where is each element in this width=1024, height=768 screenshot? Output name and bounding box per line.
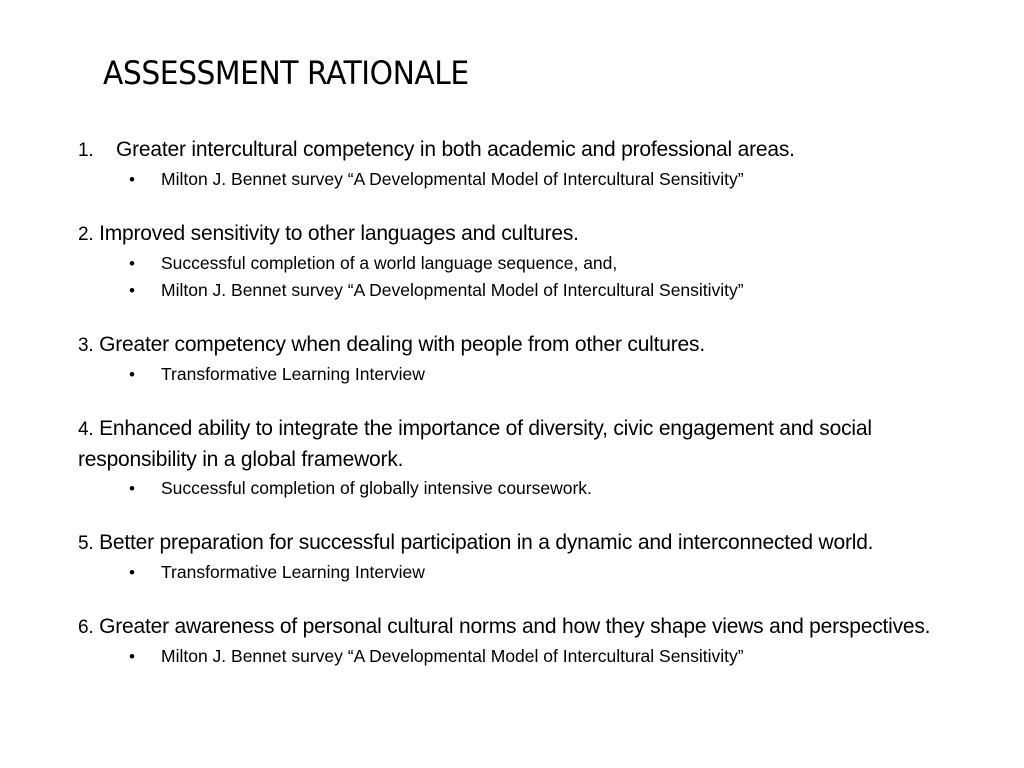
item-number: 5. [78,533,94,554]
sub-bullet [78,475,978,502]
item-heading [78,135,978,166]
item-number: 2. [78,224,94,245]
sub-bullet-text: Milton J. Bennet survey “A Developmental Model of Intercultural Sensitivity” [161,280,744,300]
item-heading-text: Improved sensitivity to other languages and cultures. [99,222,579,245]
rationale-item-5 [78,528,978,586]
sub-bullet [78,643,978,670]
sub-bullet-list [78,166,978,193]
sub-bullet [78,250,978,277]
bullet-icon: • [129,254,135,273]
bullet-icon: • [129,479,135,498]
sub-bullet-text: Milton J. Bennet survey “A Developmental Model of Intercultural Sensitivity” [161,646,744,666]
sub-bullet [78,166,978,193]
bullet-icon: • [129,170,135,189]
item-heading [78,612,978,643]
sub-bullet-list [78,361,978,388]
item-number: 1. [78,140,94,161]
rationale-item-3 [78,330,978,388]
rationale-list [78,135,978,670]
sub-bullet-text: Successful completion of globally intensive coursework. [161,478,592,498]
item-number: 4. [78,419,94,440]
item-heading-text: Greater awareness of personal cultural norms and how they shape views and perspectives. [99,615,931,638]
item-heading [78,219,978,250]
rationale-item-6 [78,612,978,670]
item-heading [78,528,978,559]
sub-bullet-text: Transformative Learning Interview [161,562,425,582]
bullet-icon: • [129,563,135,582]
item-number: 6. [78,617,94,638]
item-heading-text: Greater intercultural competency in both academic and professional areas. [116,138,795,161]
sub-bullet-list [78,250,978,304]
slide-title: ASSESSMENT RATIONALE [103,54,469,92]
sub-bullet-list [78,643,978,670]
item-number: 3. [78,335,94,356]
rationale-item-1 [78,135,978,193]
rationale-item-2 [78,219,978,304]
rationale-item-4 [78,414,978,502]
bullet-icon: • [129,281,135,300]
sub-bullet-text: Successful completion of a world language sequence, and, [161,253,618,273]
item-heading-text: Better preparation for successful participation in a dynamic and interconnected world. [99,531,874,554]
item-heading [78,414,978,475]
sub-bullet-list [78,559,978,586]
item-heading [78,330,978,361]
item-heading-text: Enhanced ability to integrate the importance of diversity, civic engagement and social responsibility in a global framework. [78,417,872,471]
sub-bullet [78,361,978,388]
sub-bullet [78,277,978,304]
sub-bullet-list [78,475,978,502]
sub-bullet-text: Transformative Learning Interview [161,364,425,384]
bullet-icon: • [129,647,135,666]
sub-bullet [78,559,978,586]
item-heading-text: Greater competency when dealing with people from other cultures. [99,333,705,356]
bullet-icon: • [129,365,135,384]
sub-bullet-text: Milton J. Bennet survey “A Developmental Model of Intercultural Sensitivity” [161,169,744,189]
